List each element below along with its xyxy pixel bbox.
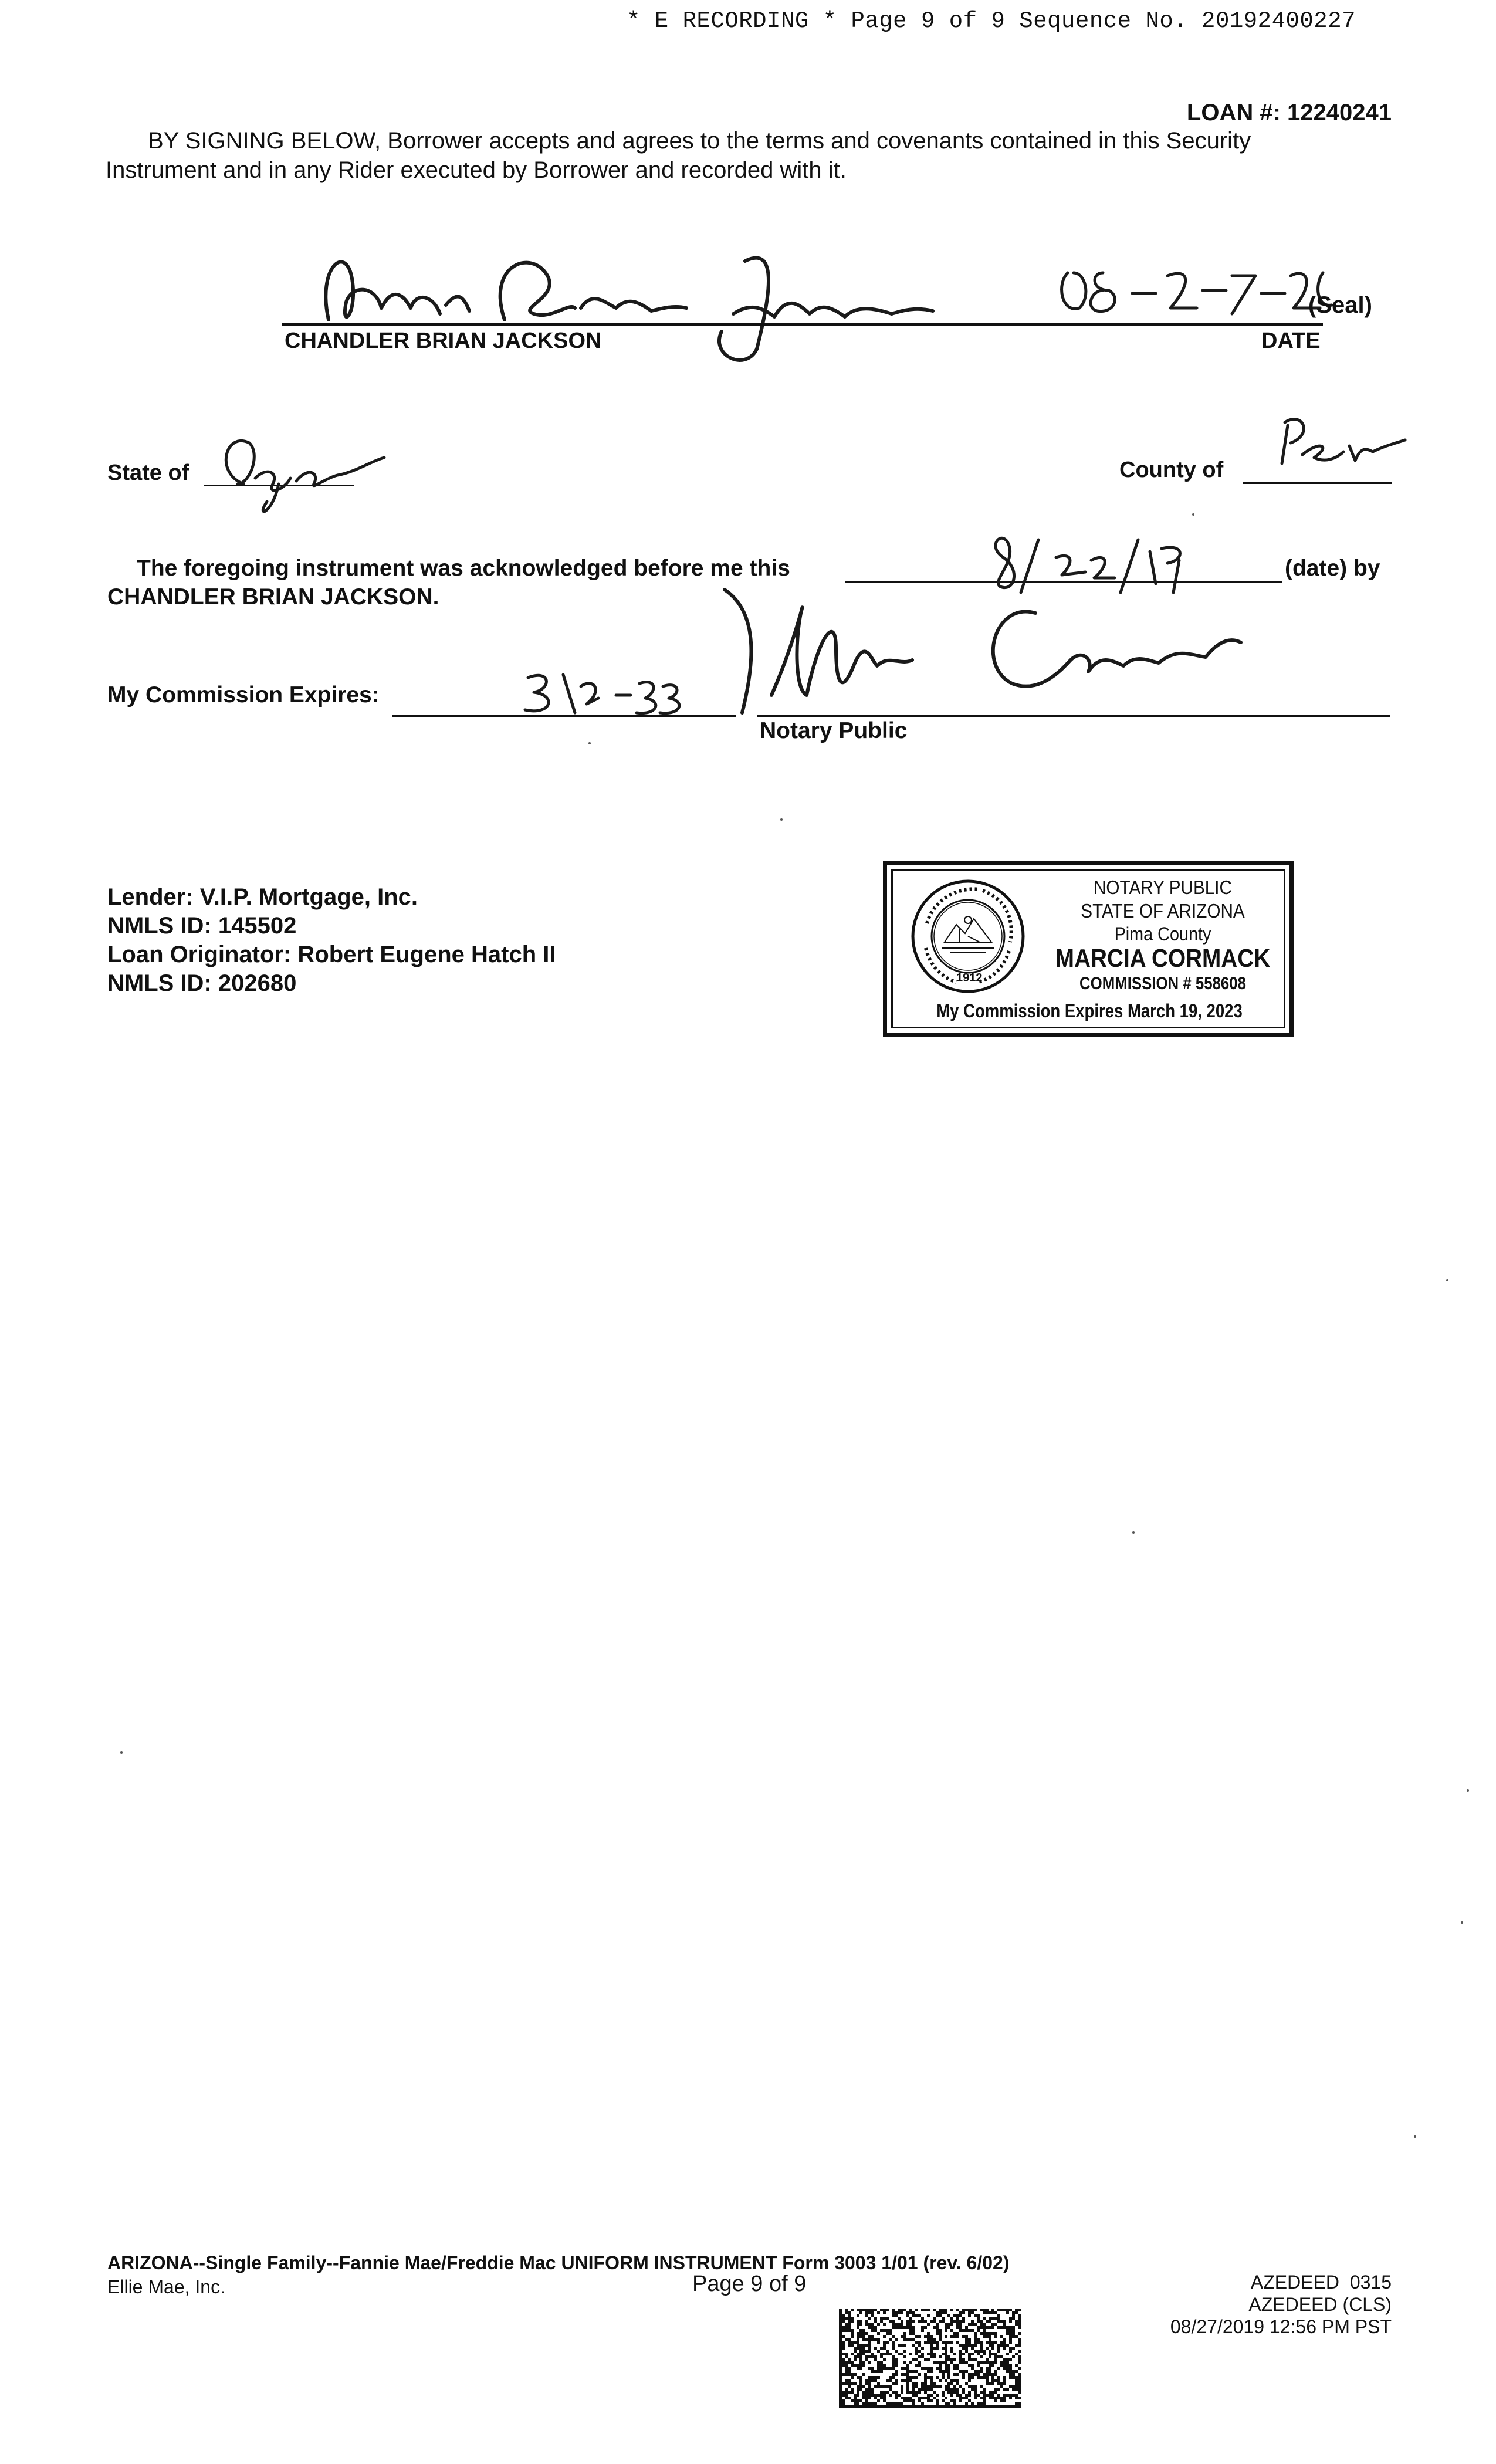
loan-number-line: [1187, 100, 1392, 126]
lender-nmls: NMLS ID: 145502: [107, 913, 297, 939]
state-label: State of: [107, 461, 189, 485]
county-label: County of: [1119, 458, 1224, 482]
scan-speck: [120, 1751, 123, 1754]
intro-line-1: BY SIGNING BELOW, Borrower accepts and agrees to the terms and covenants contained in this Security: [148, 128, 1251, 154]
scan-speck: [1132, 1531, 1135, 1534]
loan-number: 12240241: [1287, 100, 1392, 126]
seal-year: 1912: [956, 972, 983, 984]
scan-speck: [1461, 1921, 1463, 1924]
scan-speck: [1467, 1789, 1469, 1792]
footer-timestamp: 08/27/2019 12:56 PM PST: [1170, 2316, 1392, 2337]
scan-speck: [780, 818, 783, 821]
borrower-signature-line: [282, 323, 1323, 326]
stamp-county: Pima County: [1114, 923, 1211, 945]
stamp-notary-name: MARCIA CORMACK: [1055, 944, 1271, 973]
borrower-printed-name: CHANDLER BRIAN JACKSON: [285, 329, 602, 353]
stamp-expiration: My Commission Expires March 19, 2023: [936, 1000, 1243, 1021]
scan-speck: [1192, 513, 1194, 516]
footer-page: Page 9 of 9: [692, 2272, 807, 2296]
stamp-state: STATE OF ARIZONA: [1081, 900, 1245, 922]
footer-form-line: ARIZONA--Single Family--Fannie Mae/Freddie Mac UNIFORM INSTRUMENT Form 3003 1/01 (rev. 6/02): [107, 2252, 1010, 2273]
ack-suffix: (date) by: [1285, 556, 1380, 581]
scan-speck: [588, 742, 591, 744]
notary-public-label: Notary Public: [760, 718, 908, 743]
ack-prefix: The foregoing instrument was acknowledged before me this: [137, 556, 790, 581]
county-handwriting: [1267, 411, 1408, 475]
intro-line-2: Instrument and in any Rider executed by Borrower and recorded with it.: [106, 157, 847, 183]
originator-nmls: NMLS ID: 202680: [107, 970, 297, 996]
state-handwriting: [202, 419, 396, 525]
county-line: [1243, 482, 1392, 484]
stamp-title: NOTARY PUBLIC: [1093, 876, 1233, 898]
recording-header: * E RECORDING * Page 9 of 9 Sequence No. 20192400227: [627, 8, 1356, 34]
date-label: DATE: [1261, 329, 1321, 353]
footer-vendor: Ellie Mae, Inc.: [107, 2276, 225, 2297]
lender-line: Lender: V.I.P. Mortgage, Inc.: [107, 884, 418, 910]
footer-code-1: AZEDEED 0315: [1250, 2272, 1392, 2293]
seal-label: (Seal): [1308, 292, 1372, 318]
footer-code-2: AZEDEED (CLS): [1248, 2294, 1392, 2315]
scan-speck: [1414, 2135, 1416, 2138]
originator-line: Loan Originator: Robert Eugene Hatch II: [107, 942, 556, 967]
stamp-commission: COMMISSION # 558608: [1079, 974, 1246, 993]
ack-borrower-name: CHANDLER BRIAN JACKSON.: [107, 584, 439, 610]
commission-label: My Commission Expires:: [107, 682, 380, 708]
loan-label: LOAN #:: [1186, 100, 1281, 126]
commission-date-handwriting: [516, 663, 692, 722]
barcode-icon: [839, 2309, 1021, 2408]
notary-stamp: [883, 861, 1294, 1037]
scan-speck: [1446, 1279, 1448, 1281]
notary-signature: [719, 578, 1247, 730]
borrower-signature-date: [1056, 249, 1338, 326]
